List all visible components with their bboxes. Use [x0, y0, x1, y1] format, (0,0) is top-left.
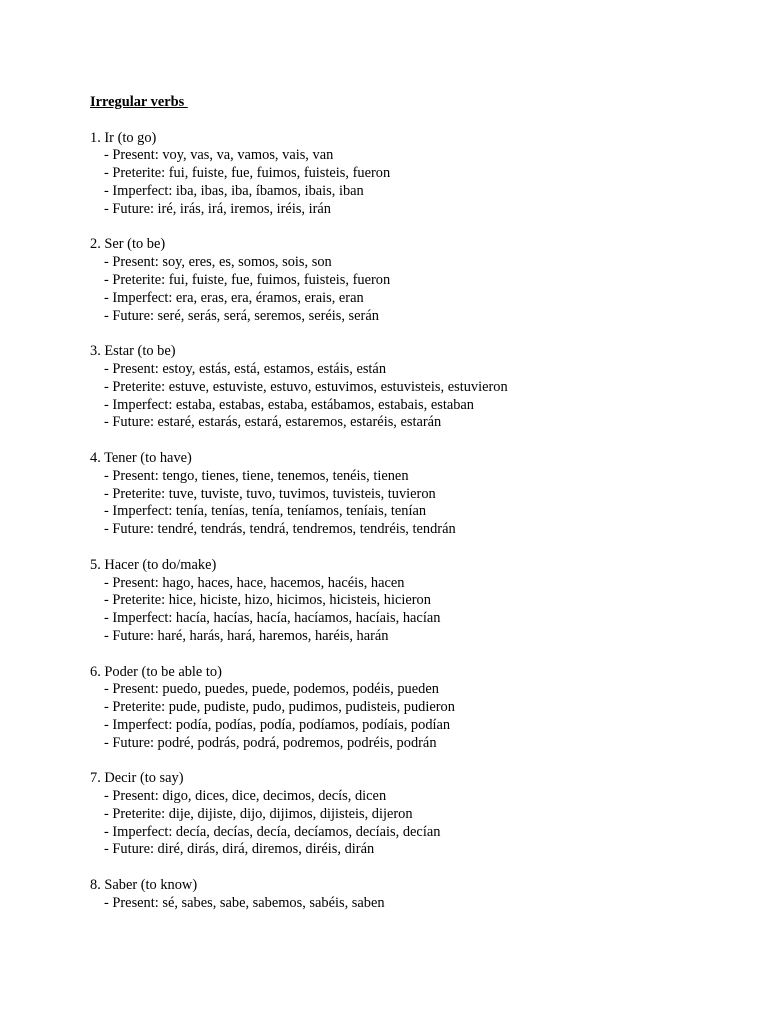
- conjugation-line: - Present: hago, haces, hace, hacemos, hacéis, hacen: [104, 574, 405, 591]
- conjugation-line: - Future: seré, serás, será, seremos, seréis, serán: [104, 307, 379, 324]
- verb-section: [90, 557, 730, 646]
- conjugation-line: - Preterite: fui, fuiste, fue, fuimos, fuisteis, fueron: [104, 271, 391, 288]
- verb-heading: 2. Ser (to be): [90, 236, 166, 253]
- verb-section: [90, 877, 730, 913]
- verb-heading: 3. Estar (to be): [90, 343, 176, 360]
- verb-section: [90, 770, 730, 859]
- conjugation-line: - Future: estaré, estarás, estará, estaremos, estaréis, estarán: [104, 414, 442, 431]
- conjugation-line: - Preterite: estuve, estuviste, estuvo, estuvimos, estuvisteis, estuvieron: [104, 378, 508, 395]
- conjugation-line: - Preterite: hice, hiciste, hizo, hicimos, hicisteis, hicieron: [104, 592, 431, 609]
- conjugation-line: - Imperfect: iba, ibas, iba, íbamos, ibais, iban: [104, 182, 364, 199]
- verb-section: [90, 130, 730, 219]
- conjugation-line: - Imperfect: hacía, hacías, hacía, hacíamos, hacíais, hacían: [104, 610, 441, 627]
- document-title: Irregular verbs: [90, 94, 188, 110]
- conjugation-line: - Future: iré, irás, irá, iremos, iréis, irán: [104, 200, 331, 217]
- document-page: [90, 94, 730, 930]
- conjugation-line: - Preterite: pude, pudiste, pudo, pudimos, pudisteis, pudieron: [104, 699, 455, 716]
- conjugation-line: - Preterite: fui, fuiste, fue, fuimos, fuisteis, fueron: [104, 165, 391, 182]
- verb-heading: 5. Hacer (to do/make): [90, 556, 217, 573]
- conjugation-line: - Imperfect: decía, decías, decía, decíamos, decíais, decían: [104, 823, 441, 840]
- conjugation-line: - Present: voy, vas, va, vamos, vais, van: [104, 147, 334, 164]
- verb-heading: 1. Ir (to go): [90, 129, 157, 146]
- conjugation-line: - Future: podré, podrás, podrá, podremos, podréis, podrán: [104, 734, 437, 751]
- conjugation-line: - Future: haré, harás, hará, haremos, haréis, harán: [104, 627, 389, 644]
- conjugation-line: - Preterite: dije, dijiste, dijo, dijimos, dijisteis, dijeron: [104, 805, 413, 822]
- verb-heading: 7. Decir (to say): [90, 770, 184, 787]
- verb-heading: 6. Poder (to be able to): [90, 663, 222, 680]
- conjugation-line: - Present: estoy, estás, está, estamos, estáis, están: [104, 360, 387, 377]
- conjugation-line: - Future: diré, dirás, dirá, diremos, diréis, dirán: [104, 841, 375, 858]
- conjugation-line: - Imperfect: podía, podías, podía, podíamos, podíais, podían: [104, 716, 451, 733]
- conjugation-line: - Future: tendré, tendrás, tendrá, tendremos, tendréis, tendrán: [104, 521, 456, 538]
- verb-section: [90, 236, 730, 325]
- verb-section: [90, 664, 730, 753]
- conjugation-line: - Present: soy, eres, es, somos, sois, son: [104, 254, 332, 271]
- conjugation-line: - Present: sé, sabes, sabe, sabemos, sabéis, saben: [104, 894, 385, 911]
- verb-section: [90, 343, 730, 432]
- conjugation-line: - Preterite: tuve, tuviste, tuvo, tuvimos, tuvisteis, tuvieron: [104, 485, 436, 502]
- conjugation-line: - Present: puedo, puedes, puede, podemos, podéis, pueden: [104, 681, 439, 698]
- conjugation-line: - Imperfect: tenía, tenías, tenía, teníamos, teníais, tenían: [104, 503, 427, 520]
- conjugation-line: - Present: tengo, tienes, tiene, tenemos, tenéis, tienen: [104, 467, 409, 484]
- conjugation-line: - Present: digo, dices, dice, decimos, decís, dicen: [104, 788, 387, 805]
- verb-section: [90, 450, 730, 539]
- conjugation-line: - Imperfect: estaba, estabas, estaba, estábamos, estabais, estaban: [104, 396, 475, 413]
- conjugation-line: - Imperfect: era, eras, era, éramos, erais, eran: [104, 289, 364, 306]
- verb-heading: 8. Saber (to know): [90, 877, 198, 894]
- verb-heading: 4. Tener (to have): [90, 449, 192, 466]
- verb-list: [90, 130, 730, 913]
